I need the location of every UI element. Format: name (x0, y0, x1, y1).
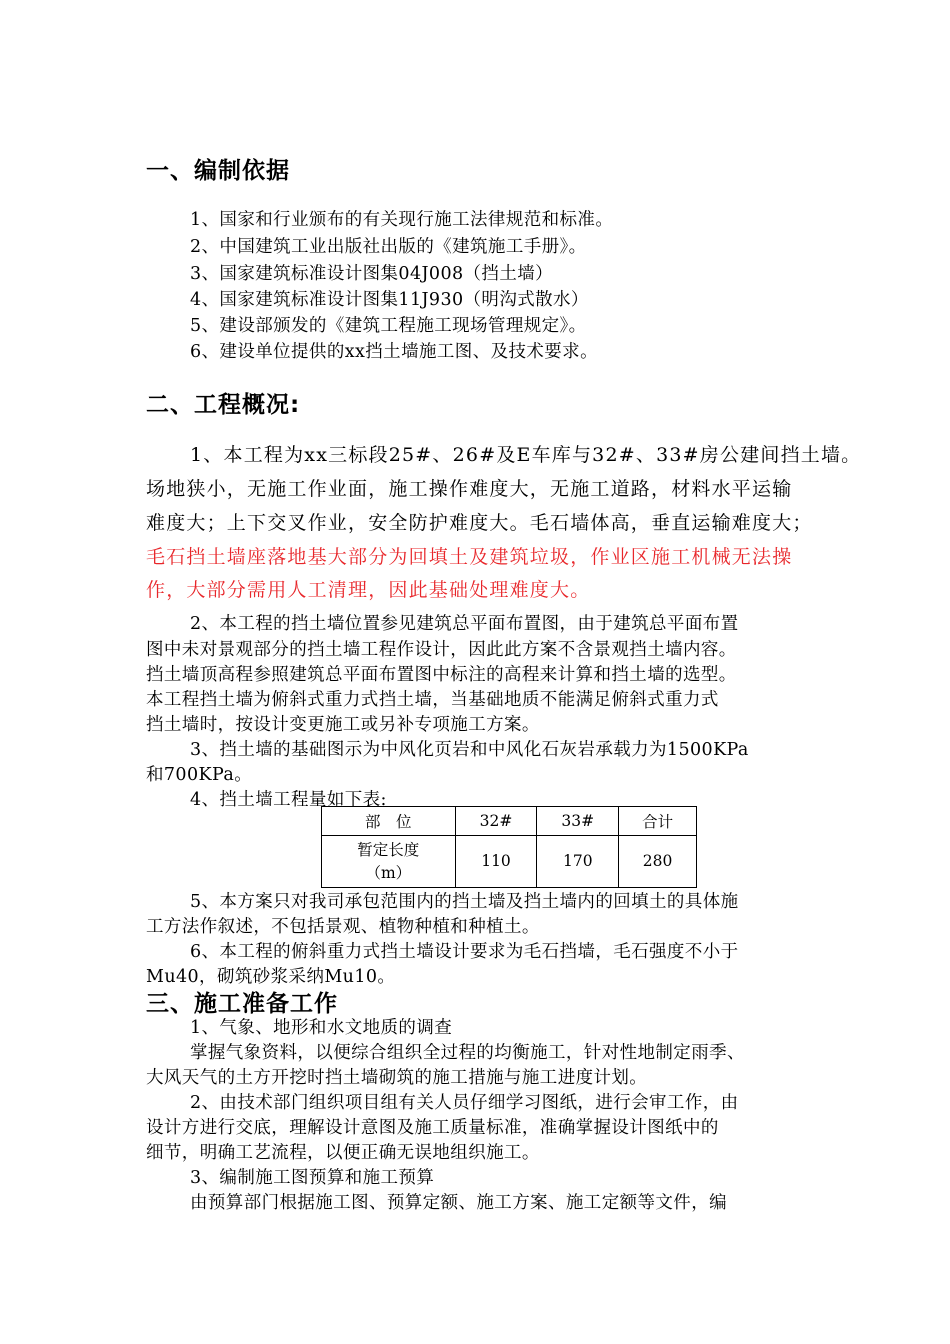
basis-item-1: 1、国家和行业颁布的有关现行施工法律规范和标准。 (190, 210, 614, 230)
table-row (322, 836, 697, 888)
table-header-row (322, 807, 697, 836)
table-header-cell: 32# (455, 807, 537, 836)
table-header-cell: 合计 (619, 807, 697, 836)
basis-item-5: 5、建设部颁发的《建筑工程施工现场管理规定》。 (190, 316, 587, 336)
section-heading-overview: 二、工程概况: (146, 392, 301, 418)
overview-p2-line-3: 挡土墙顶高程参照建筑总平面布置图中标注的高程来计算和挡土墙的选型。 (146, 665, 737, 685)
overview-p5-line-1: 5、本方案只对我司承包范围内的挡土墙及挡土墙内的回填土的具体施 (190, 892, 739, 912)
overview-p1-line-3: 难度大；上下交叉作业，安全防护难度大。毛石墙体高，垂直运输难度大； (146, 512, 813, 534)
overview-p2-line-1: 2、本工程的挡土墙位置参见建筑总平面布置图，由于建筑总平面布置 (190, 614, 739, 634)
overview-p3-line-1: 3、挡土墙的基础图示为中风化页岩和中风化石灰岩承载力为1500KPa (190, 740, 749, 760)
overview-p2-line-5: 挡土墙时，按设计变更施工或另补专项施工方案。 (146, 715, 540, 735)
preparation-line-6: 细节，明确工艺流程，以便正确无误地组织施工。 (146, 1143, 540, 1163)
table-header-cell: 33# (537, 807, 619, 836)
overview-p4: 4、挡土墙工程量如下表: (190, 790, 387, 810)
table-header-cell: 部 位 (322, 807, 456, 836)
overview-p1-line-2: 场地狭小，无施工作业面，施工操作难度大，无施工道路，材料水平运输 (146, 478, 793, 500)
table-row-label (322, 836, 456, 888)
table-row-label-line-1: 暂定长度 (357, 840, 420, 859)
basis-item-6: 6、建设单位提供的xx挡土墙施工图、及技术要求。 (190, 342, 598, 362)
overview-p1-red-line-1: 毛石挡土墙座落地基大部分为回填土及建筑垃圾，作业区施工机械无法操 (146, 546, 793, 568)
overview-p3-line-2: 和700KPa。 (146, 765, 253, 785)
overview-p1-red-line-2: 作，大部分需用人工清理，因此基础处理难度大。 (146, 579, 591, 601)
preparation-line-1: 1、气象、地形和水文地质的调查 (190, 1018, 453, 1038)
table-cell: 170 (537, 836, 619, 888)
table-cell: 280 (619, 836, 697, 888)
overview-p2-line-4: 本工程挡土墙为俯斜式重力式挡土墙，当基础地质不能满足俯斜式重力式 (146, 690, 719, 710)
section-heading-basis: 一、编制依据 (146, 158, 290, 184)
preparation-line-7: 3、编制施工图预算和施工预算 (190, 1168, 435, 1188)
basis-item-3: 3、国家建筑标准设计图集04J008（挡土墙） (190, 264, 554, 284)
overview-p6-line-1: 6、本工程的俯斜重力式挡土墙设计要求为毛石挡墙，毛石强度不小于 (190, 942, 739, 962)
overview-p1-line-1: 1、本工程为xx三标段25#、26#及E车库与32#、33#房公建间挡土墙。 (190, 444, 862, 466)
overview-p5-line-2: 工方法作叙述，不包括景观、植物种植和种植土。 (146, 917, 540, 937)
overview-p2-line-2: 图中未对景观部分的挡土墙工程作设计，因此此方案不含景观挡土墙内容。 (146, 640, 737, 660)
basis-item-2: 2、中国建筑工业出版社出版的《建筑施工手册》。 (190, 237, 587, 257)
preparation-line-4: 2、由技术部门组织项目组有关人员仔细学习图纸，进行会审工作，由 (190, 1093, 739, 1113)
quantity-table (321, 806, 697, 888)
section-heading-preparation: 三、施工准备工作 (146, 991, 338, 1017)
preparation-line-2: 掌握气象资料，以便综合组织全过程的均衡施工，针对性地制定雨季、 (190, 1043, 745, 1063)
table-row-label-line-2: （m） (365, 863, 412, 882)
table-cell: 110 (455, 836, 537, 888)
overview-p6-line-2: Mu40，砌筑砂浆采纳Mu10。 (146, 967, 396, 987)
preparation-line-8: 由预算部门根据施工图、预算定额、施工方案、施工定额等文件，编 (190, 1193, 727, 1213)
basis-item-4: 4、国家建筑标准设计图集11J930（明沟式散水） (190, 290, 589, 310)
preparation-line-3: 大风天气的土方开挖时挡土墙砌筑的施工措施与施工进度计划。 (146, 1068, 648, 1088)
preparation-line-5: 设计方进行交底，理解设计意图及施工质量标准，准确掌握设计图纸中的 (146, 1118, 719, 1138)
